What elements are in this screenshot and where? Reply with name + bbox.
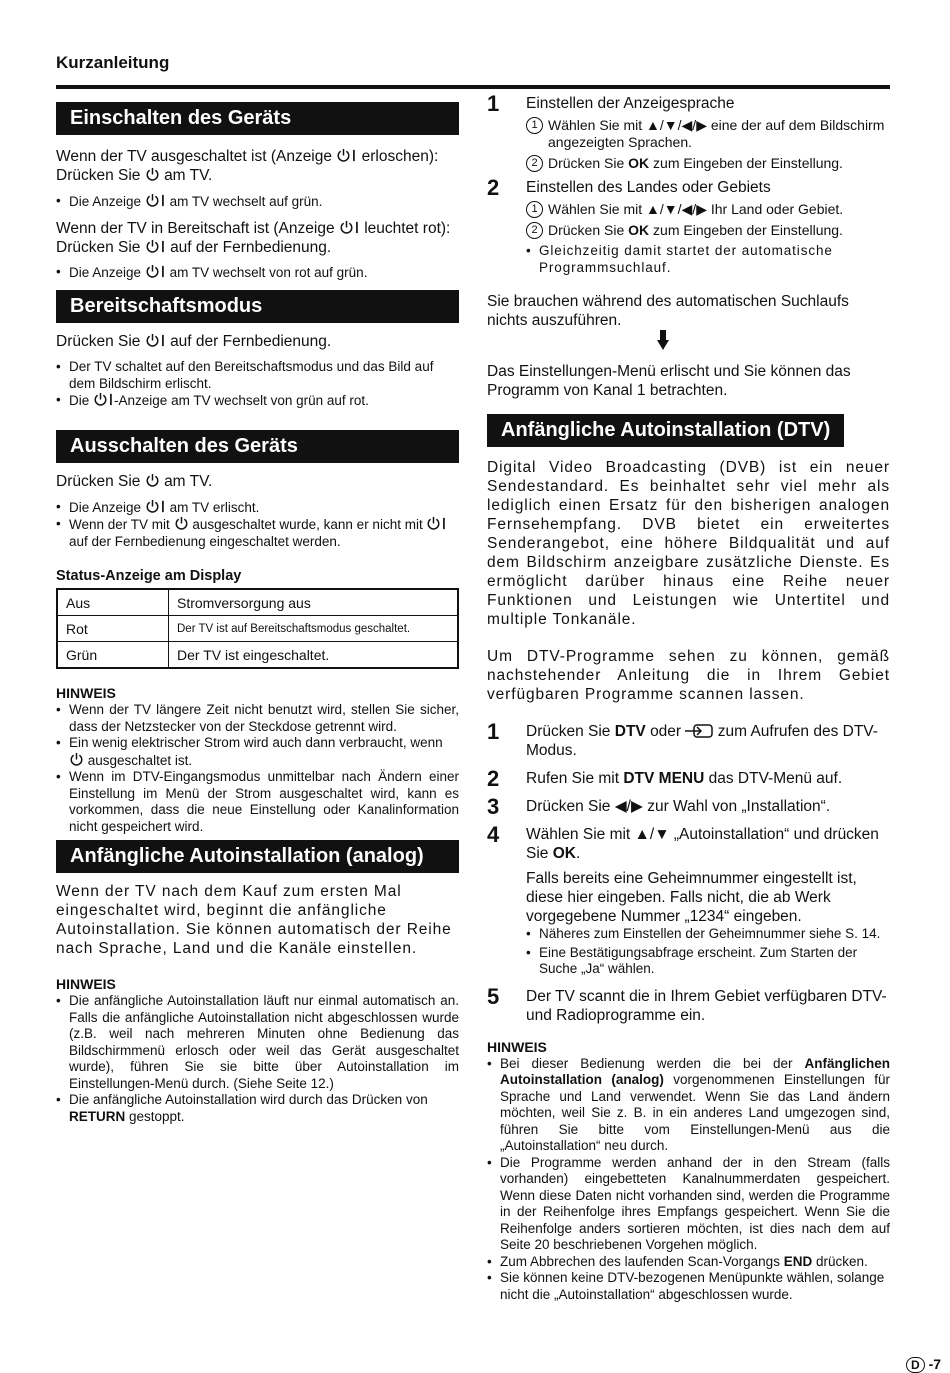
power-icon [145, 264, 160, 279]
note-title: HINWEIS [56, 976, 116, 992]
table-cell: Der TV ist auf Bereitschaftsmodus geschaltet. [169, 616, 459, 642]
power-icon [145, 473, 160, 488]
circled-1: 1 [526, 201, 543, 218]
paragraph: Drücken Sie am TV. [56, 472, 213, 490]
step-text: Drücken Sie DTV oder zum Aufrufen des DTV-Modus. [526, 723, 878, 759]
step-title: Einstellen des Landes oder Gebiets [526, 179, 771, 196]
step-4 [487, 822, 890, 978]
input-source-icon [685, 724, 713, 738]
step-text: Drücken Sie ◀/▶ zur Wahl von „Installation“. [526, 798, 831, 815]
list-item: • Näheres zum Einstellen der Geheimnummer siehe S. 14. [526, 926, 890, 943]
list-item: • Zum Abbrechen des laufenden Scan-Vorgangs END drücken. [487, 1254, 890, 1271]
step-2 [487, 175, 890, 276]
table-cell: Stromversorgung aus [169, 589, 459, 616]
step-number: 2 [487, 175, 500, 200]
list-item: • Die Programme werden anhand der in den Stream (falls vorhanden) eingebetteten Kanalnummerdaten gespeichert. Wenn diese Daten nicht vorhanden sind, werden die Programme in der Reihenfolge ihres Empfangs gespeichert. Wenn Sie die Reihenfolge anders sortieren möchten, ist dies nach dem auf Seite 20 beschriebenen Vorgehen möglich. [487, 1155, 890, 1254]
indicator-bar-icon [160, 239, 166, 254]
indicator-bar-icon [354, 220, 360, 235]
header-rule [56, 85, 890, 89]
paragraph: Wenn der TV ausgeschaltet ist (Anzeige erloschen): Drücken Sie am TV. [56, 148, 439, 184]
language-badge: D [906, 1357, 925, 1373]
paragraph: Drücken Sie auf der Fernbedienung. [56, 333, 332, 350]
note-title: HINWEIS [487, 1038, 547, 1055]
note-list [487, 1056, 890, 1304]
circled-2: 2 [526, 222, 543, 239]
paragraph: Das Einstellungen-Menü erlischt und Sie können das Programm von Kanal 1 betrachten. [487, 363, 851, 399]
paragraph: Sie brauchen während des automatischen Suchlaufs nichts auszuführen. [487, 293, 849, 329]
section-title: Bereitschaftsmodus [56, 290, 459, 323]
table-row [57, 642, 458, 669]
indicator-bar-icon [351, 148, 357, 163]
sub-step: 2 Drücken Sie OK zum Eingeben der Einstellung. [526, 155, 890, 172]
section-title: Einschalten des Geräts [56, 102, 459, 135]
bullet-list [56, 499, 459, 551]
table-row [57, 616, 458, 642]
power-icon [145, 499, 160, 514]
list-item: • Die Anzeige am TV wechselt von rot auf grün. [56, 264, 459, 282]
indicator-bar-icon [160, 333, 166, 348]
note-list [56, 993, 459, 1125]
sub-step: 2 Drücken Sie OK zum Eingeben der Einstellung. [526, 222, 890, 239]
list-item: • Die -Anzeige am TV wechselt von grün auf rot. [56, 392, 459, 410]
list-item: • Die anfängliche Autoinstallation wird durch das Drücken von RETURN gestoppt. [56, 1092, 459, 1125]
power-icon [336, 148, 351, 163]
paragraph: Um DTV-Programme sehen zu können, gemäß nachstehender Anleitung die in Ihrem Gebiet verfügbaren Programme scannen lassen. [487, 648, 890, 703]
power-icon [145, 239, 160, 254]
indicator-bar-icon [160, 264, 166, 279]
list-item: • Gleichzeitig damit startet der automatische Programmsuchlauf. [526, 243, 890, 276]
power-icon [174, 516, 189, 531]
step-detail: Falls bereits eine Geheimnummer eingestellt ist, diese hier eingeben. Falls nicht, die ab Werk vorgegebene Nummer „1234“ eingeben. [526, 870, 857, 925]
section-title: Ausschalten des Geräts [56, 430, 459, 463]
power-icon [426, 516, 441, 531]
step-title: Einstellen der Anzeigesprache [526, 95, 735, 112]
paragraph: Digital Video Broadcasting (DVB) ist ein neuer Sendestandard. Es beinhaltet sehr viel mehr als lediglich einen Ersatz für den bisherigen analogen Fernsehempfang. DVB bietet ein erweitertes Senderangebot, eine höhere Bildqualität und auf dem Bildschirm anzeigbare zusätzliche Dienste. Es ermöglicht darüber hinaus eine Reihe neuer Funktionen und Leistungen wie Untertitel und multiple Tonkanäle. [487, 459, 890, 628]
page-header: Kurzanleitung [56, 53, 170, 72]
step-2 [487, 766, 890, 791]
note-list [56, 702, 459, 835]
bullet-list [526, 926, 890, 978]
section-title: Anfängliche Autoinstallation (analog) [56, 840, 459, 873]
right-column [487, 91, 890, 1303]
indicator-bar-icon [441, 516, 447, 531]
table-cell: Aus [57, 589, 169, 616]
power-icon [145, 167, 160, 182]
list-item: • Der TV schaltet auf den Bereitschaftsmodus und das Bild auf dem Bildschirm erlischt. [56, 359, 459, 392]
sub-step: 1 Wählen Sie mit ▲/▼/◀/▶ Ihr Land oder Gebiet. [526, 201, 890, 218]
step-1 [487, 719, 890, 760]
step-text: Wählen Sie mit ▲/▼ „Autoinstallation“ und drücken Sie OK. [526, 826, 879, 862]
indicator-bar-icon [160, 193, 166, 208]
list-item: • Die anfängliche Autoinstallation läuft nur einmal automatisch an. Falls die anfängliche Autoinstallation nicht abgeschlossen wurde (z.B. weil nach mehreren Minuten ohne Bedienung das Bildschirmmenü erlosch oder weil das Gerät ausgeschaltet wurde), führen Sie sie bitte über Autoinstallation im Einstellungen-Menü durch. (Siehe Seite 12.) [56, 993, 459, 1092]
circled-2: 2 [526, 155, 543, 172]
paragraph: Wenn der TV in Bereitschaft ist (Anzeige leuchtet rot): Drücken Sie auf der Fernbedienung. [56, 219, 451, 256]
list-item: • Wenn der TV mit ausgeschaltet wurde, kann er nicht mit auf der Fernbedienung eingeschaltet werden. [56, 516, 459, 550]
power-icon [145, 193, 160, 208]
status-table [56, 588, 459, 669]
list-item: • Sie können keine DTV-bezogenen Menüpunkte wählen, solange nicht die „Autoinstallation“ abgeschlossen wurde. [487, 1270, 890, 1303]
step-number: 3 [487, 794, 500, 819]
table-cell: Der TV ist eingeschaltet. [169, 642, 459, 669]
step-text: Rufen Sie mit DTV MENU das DTV-Menü auf. [526, 770, 843, 787]
list-item: • Wenn der TV längere Zeit nicht benutzt wird, stellen Sie sicher, dass der Netzstecker von der Steckdose getrennt wird. [56, 702, 459, 735]
note-title: HINWEIS [56, 685, 116, 701]
left-column [56, 100, 459, 1125]
bullet-list [526, 243, 890, 276]
power-icon [69, 752, 84, 767]
arrow-down-icon [657, 330, 669, 350]
page-number: D -7 [906, 1356, 941, 1373]
list-item: • Die Anzeige am TV erlischt. [56, 499, 459, 517]
bullet-list [56, 359, 459, 410]
list-item: • Ein wenig elektrischer Strom wird auch dann verbraucht, wenn ausgeschaltet ist. [56, 735, 459, 769]
status-table-title: Status-Anzeige am Display [56, 568, 242, 584]
power-icon [145, 333, 160, 348]
step-5 [487, 983, 890, 1025]
table-cell: Rot [57, 616, 169, 642]
power-icon [93, 392, 108, 407]
step-number: 5 [487, 983, 500, 1009]
power-icon [339, 220, 354, 235]
circled-1: 1 [526, 117, 543, 134]
section-title: Anfängliche Autoinstallation (DTV) [487, 414, 844, 447]
bullet-list [56, 264, 459, 282]
sub-step: 1 Wählen Sie mit ▲/▼/◀/▶ eine der auf dem Bildschirm angezeigten Sprachen. [526, 117, 890, 151]
list-item: • Eine Bestätigungsabfrage erscheint. Zum Starten der Suche „Ja“ wählen. [526, 945, 890, 978]
list-item: • Die Anzeige am TV wechselt auf grün. [56, 193, 459, 211]
list-item: • Wenn im DTV-Eingangsmodus unmittelbar nach Ändern einer Einstellung im Menü der Strom ausgeschaltet wird, kann es vorkommen, dass die neue Einstellung oder Kanalinformation nicht gespeichert wird. [56, 769, 459, 835]
step-3 [487, 794, 890, 819]
step-number: 4 [487, 822, 500, 847]
paragraph: Wenn der TV nach dem Kauf zum ersten Mal eingeschaltet wird, beginnt die anfängliche Autoinstallation. Sie können automatisch der Reihe nach Sprache, Land und die Kanäle einstellen. [56, 883, 452, 957]
table-row [57, 589, 458, 616]
step-number: 1 [487, 91, 500, 116]
bullet-list [56, 193, 459, 211]
table-cell: Grün [57, 642, 169, 669]
step-number: 1 [487, 719, 500, 744]
step-1 [487, 91, 890, 172]
step-text: Der TV scannt die in Ihrem Gebiet verfügbaren DTV- und Radioprogramme ein. [526, 987, 887, 1024]
indicator-bar-icon [160, 499, 166, 514]
list-item: • Bei dieser Bedienung werden die bei der Anfänglichen Autoinstallation (analog) vorgenommenen Einstellungen für Sprache und Land verwendet. Wenn Sie das Land ändern möchten, weil Sie z. B. in ein anderes Land umgezogen sind, führen Sie bitte vom Einstellungen-Menü aus die „Autoinstallation“ neu durch. [487, 1056, 890, 1155]
step-number: 2 [487, 766, 500, 791]
